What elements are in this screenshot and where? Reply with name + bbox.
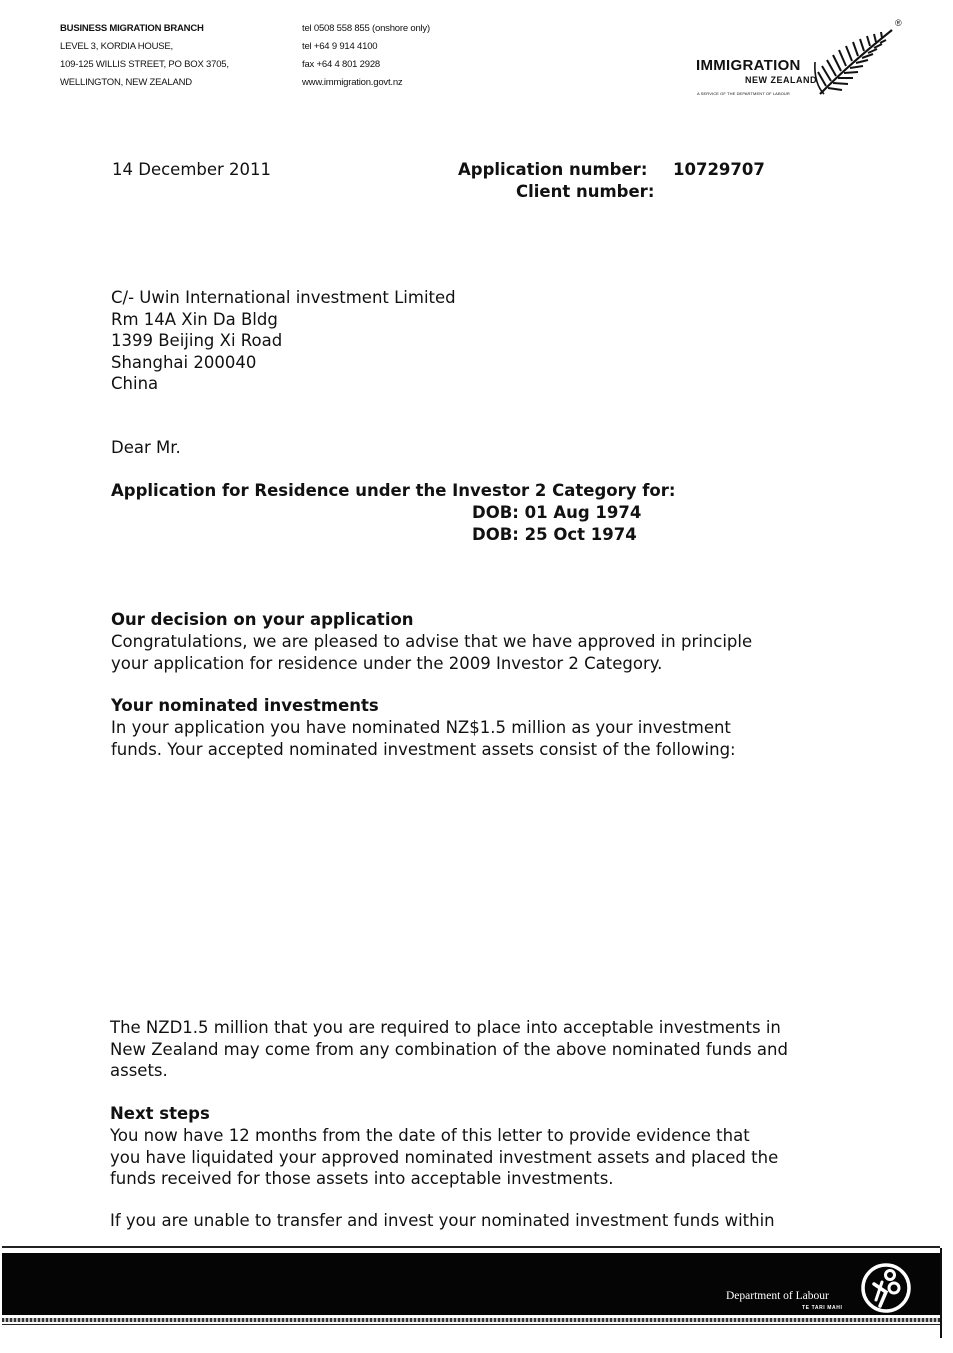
paragraph-line: funds received for those assets into acceptable investments. xyxy=(110,1169,614,1188)
recipient-address-line: Shanghai 200040 xyxy=(111,352,257,372)
application-number-value: 10729707 xyxy=(673,160,765,179)
address-line: LEVEL 3, KORDIA HOUSE, xyxy=(60,41,173,52)
registered-mark: ® xyxy=(895,18,902,28)
scan-edge xyxy=(940,1248,942,1338)
contact-website: www.immigration.govt.nz xyxy=(302,77,403,88)
paragraph-line: You now have 12 months from the date of this letter to provide evidence that xyxy=(110,1126,750,1145)
sender-address xyxy=(60,20,229,92)
scan-artifact-strip xyxy=(2,1318,940,1322)
footer-divider xyxy=(2,1246,940,1248)
decision-heading: Our decision on your application xyxy=(111,610,414,629)
next-steps-heading: Next steps xyxy=(110,1104,210,1123)
recipient-address-line: Rm 14A Xin Da Bldg xyxy=(111,309,278,329)
investments-heading: Your nominated investments xyxy=(111,696,379,715)
dob-line: DOB: 01 Aug 1974 xyxy=(472,503,642,522)
investments-paragraph xyxy=(111,717,736,760)
letter-date: 14 December 2011 xyxy=(112,160,272,179)
logo-tagline: A SERVICE OF THE DEPARTMENT OF LABOUR xyxy=(697,91,790,96)
department-of-labour-logo-icon xyxy=(860,1262,912,1314)
contact-phone-onshore: tel 0508 558 855 (onshore only) xyxy=(302,23,430,34)
logo-sub-text: NEW ZEALAND xyxy=(745,75,817,85)
next-steps-paragraph xyxy=(110,1125,778,1190)
subject-line: Application for Residence under the Investor 2 Category for: xyxy=(111,481,676,500)
logo-main-text: IMMIGRATION xyxy=(696,57,801,74)
salutation: Dear Mr. xyxy=(111,438,181,457)
department-maori-name: TE TARI MAHI xyxy=(802,1305,843,1311)
address-line: BUSINESS MIGRATION BRANCH xyxy=(60,23,204,34)
recipient-address-line: C/- Uwin International investment Limited xyxy=(111,288,456,307)
contact-phone: tel +64 9 914 4100 xyxy=(302,41,378,52)
scan-artifact-line xyxy=(2,1324,940,1325)
paragraph-line: funds. Your accepted nominated investment assets consist of the following: xyxy=(111,739,736,759)
address-line: 109-125 WILLIS STREET, PO BOX 3705, xyxy=(60,59,229,70)
nzd-paragraph xyxy=(110,1017,788,1082)
department-name: Department of Labour xyxy=(726,1290,829,1302)
paragraph-line: assets. xyxy=(110,1061,168,1080)
final-paragraph-line: If you are unable to transfer and invest your nominated investment funds within xyxy=(110,1211,775,1230)
contact-fax: fax +64 4 801 2928 xyxy=(302,59,381,70)
paragraph-line: you have liquidated your approved nominated investment assets and placed the xyxy=(110,1147,779,1167)
contact-details xyxy=(302,20,430,92)
immigration-logo xyxy=(696,57,801,74)
paragraph-line: New Zealand may come from any combination of the above nominated funds and xyxy=(110,1039,788,1059)
paragraph-line: In your application you have nominated NZ$1.5 million as your investment xyxy=(111,718,731,737)
paragraph-line: Congratulations, we are pleased to advise that we have approved in principle xyxy=(111,632,753,651)
footer-band xyxy=(2,1253,940,1315)
paragraph-line: your application for residence under the 2009 Investor 2 Category. xyxy=(111,653,663,673)
recipient-address-line: 1399 Beijing Xi Road xyxy=(111,331,283,350)
paragraph-line: The NZD1.5 million that you are required to place into acceptable investments in xyxy=(110,1018,781,1037)
recipient-address xyxy=(111,287,456,395)
recipient-address-line: China xyxy=(111,374,159,393)
client-number-label: Client number: xyxy=(516,182,655,201)
decision-paragraph xyxy=(111,631,752,674)
silver-fern-icon xyxy=(812,22,897,98)
application-number-label: Application number: xyxy=(458,160,648,179)
dob-line: DOB: 25 Oct 1974 xyxy=(472,525,637,544)
address-line: WELLINGTON, NEW ZEALAND xyxy=(60,77,192,88)
